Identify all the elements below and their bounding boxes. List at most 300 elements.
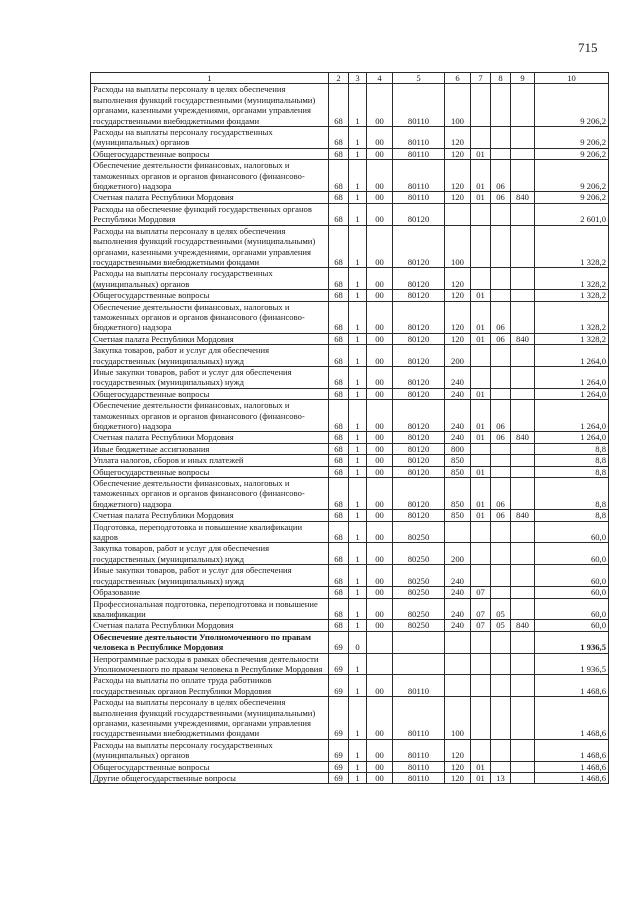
- cell-department: 840: [511, 192, 535, 203]
- cell-section: [471, 653, 491, 675]
- cell-section: 01: [471, 388, 491, 399]
- cell-expense-type: 120: [445, 739, 471, 761]
- cell-program: 1: [349, 388, 367, 399]
- cell-amount: 1 468,6: [535, 697, 609, 740]
- cell-subsection: [491, 268, 511, 290]
- cell-amount: 8,8: [535, 443, 609, 454]
- cell-expense-type: 100: [445, 84, 471, 127]
- cell-subsection: [491, 565, 511, 587]
- cell-section: [471, 366, 491, 388]
- cell-department: 840: [511, 620, 535, 631]
- cell-expense-type: 120: [445, 148, 471, 159]
- cell-expense-type: 200: [445, 543, 471, 565]
- table-row: [91, 366, 609, 388]
- cell-target: 80110: [393, 160, 445, 192]
- cell-program: 1: [349, 620, 367, 631]
- cell-section: 01: [471, 478, 491, 510]
- cell-amount: 8,8: [535, 466, 609, 477]
- cell-subsection: [491, 290, 511, 301]
- cell-amount: 60,0: [535, 521, 609, 543]
- cell-program: 1: [349, 192, 367, 203]
- cell-amount: 60,0: [535, 543, 609, 565]
- cell-expense-type: [445, 653, 471, 675]
- cell-target: 80250: [393, 565, 445, 587]
- row-name: Обеспечение деятельности Уполномоченного по правам человека в Республике Мордовия: [91, 631, 329, 653]
- cell-section: 01: [471, 192, 491, 203]
- row-name: Обеспечение деятельности финансовых, налоговых и таможенных органов и органов финансового (финансово-бюджетного) надзора: [91, 160, 329, 192]
- cell-amount: 1 468,6: [535, 761, 609, 772]
- cell-amount: 60,0: [535, 598, 609, 620]
- row-name: Расходы на выплаты персоналу в целях обеспечения выполнения функций государственными (муниципальными) органами, казенными учреждениями, органами управления государственными внебюджетными фондами: [91, 84, 329, 127]
- row-name: Общегосударственные вопросы: [91, 466, 329, 477]
- column-header: 3: [349, 73, 367, 84]
- cell-target: 80120: [393, 388, 445, 399]
- cell-department: [511, 675, 535, 697]
- cell-admin: 68: [329, 598, 349, 620]
- table-row: [91, 631, 609, 653]
- cell-subprogram: [367, 653, 393, 675]
- cell-subprogram: 00: [367, 290, 393, 301]
- table-row: [91, 160, 609, 192]
- cell-program: 1: [349, 345, 367, 367]
- cell-subsection: 05: [491, 598, 511, 620]
- cell-expense-type: 240: [445, 388, 471, 399]
- row-name: Обеспечение деятельности финансовых, налоговых и таможенных органов и органов финансового (финансово-бюджетного) надзора: [91, 478, 329, 510]
- cell-subsection: [491, 84, 511, 127]
- cell-admin: 68: [329, 345, 349, 367]
- cell-target: 80120: [393, 400, 445, 432]
- table-row: [91, 466, 609, 477]
- cell-amount: 1 468,6: [535, 773, 609, 784]
- cell-program: 1: [349, 675, 367, 697]
- cell-expense-type: 100: [445, 225, 471, 268]
- cell-subprogram: 00: [367, 400, 393, 432]
- cell-section: 01: [471, 510, 491, 521]
- cell-amount: 9 206,2: [535, 192, 609, 203]
- cell-department: [511, 388, 535, 399]
- cell-target: 80110: [393, 127, 445, 149]
- cell-target: 80110: [393, 84, 445, 127]
- cell-expense-type: 120: [445, 773, 471, 784]
- cell-subprogram: 00: [367, 455, 393, 466]
- cell-amount: 60,0: [535, 565, 609, 587]
- cell-department: [511, 478, 535, 510]
- cell-admin: 68: [329, 620, 349, 631]
- cell-target: 80120: [393, 366, 445, 388]
- cell-target: 80120: [393, 443, 445, 454]
- cell-department: [511, 443, 535, 454]
- table-row: [91, 773, 609, 784]
- cell-program: 1: [349, 478, 367, 510]
- cell-admin: 68: [329, 333, 349, 344]
- cell-section: 01: [471, 333, 491, 344]
- cell-amount: 9 206,2: [535, 84, 609, 127]
- cell-section: [471, 631, 491, 653]
- row-name: Иные бюджетные ассигнования: [91, 443, 329, 454]
- column-header: 4: [367, 73, 393, 84]
- table-row: [91, 84, 609, 127]
- table-row: [91, 225, 609, 268]
- cell-section: 07: [471, 598, 491, 620]
- cell-subprogram: 00: [367, 510, 393, 521]
- cell-subprogram: 00: [367, 466, 393, 477]
- cell-expense-type: 120: [445, 761, 471, 772]
- cell-department: [511, 466, 535, 477]
- cell-admin: 68: [329, 400, 349, 432]
- cell-admin: 68: [329, 388, 349, 399]
- cell-program: 1: [349, 225, 367, 268]
- cell-amount: 1 936,5: [535, 653, 609, 675]
- cell-target: 80110: [393, 697, 445, 740]
- cell-subprogram: 00: [367, 148, 393, 159]
- cell-program: 1: [349, 301, 367, 333]
- cell-target: 80120: [393, 225, 445, 268]
- row-name: Подготовка, переподготовка и повышение квалификации кадров: [91, 521, 329, 543]
- cell-admin: 68: [329, 543, 349, 565]
- cell-subsection: [491, 148, 511, 159]
- row-name: Общегосударственные вопросы: [91, 388, 329, 399]
- table-row: [91, 443, 609, 454]
- cell-department: [511, 366, 535, 388]
- cell-subsection: [491, 203, 511, 225]
- cell-expense-type: [445, 675, 471, 697]
- cell-admin: 69: [329, 631, 349, 653]
- cell-target: 80110: [393, 739, 445, 761]
- cell-expense-type: 240: [445, 598, 471, 620]
- cell-admin: 68: [329, 225, 349, 268]
- cell-target: [393, 653, 445, 675]
- row-name: Закупка товаров, работ и услуг для обеспечения государственных (муниципальных) нужд: [91, 345, 329, 367]
- cell-amount: 1 264,0: [535, 345, 609, 367]
- row-name: Обеспечение деятельности финансовых, налоговых и таможенных органов и органов финансового (финансово-бюджетного) надзора: [91, 301, 329, 333]
- table-row: [91, 521, 609, 543]
- cell-subprogram: [367, 631, 393, 653]
- cell-subprogram: 00: [367, 675, 393, 697]
- row-name: Уплата налогов, сборов и иных платежей: [91, 455, 329, 466]
- cell-target: 80110: [393, 148, 445, 159]
- cell-subsection: [491, 345, 511, 367]
- cell-admin: 68: [329, 466, 349, 477]
- cell-subsection: [491, 127, 511, 149]
- table-row: [91, 478, 609, 510]
- cell-target: 80110: [393, 761, 445, 772]
- cell-amount: 1 264,0: [535, 366, 609, 388]
- cell-subsection: [491, 631, 511, 653]
- cell-department: [511, 773, 535, 784]
- cell-section: [471, 543, 491, 565]
- cell-amount: 1 264,0: [535, 400, 609, 432]
- cell-subsection: [491, 739, 511, 761]
- cell-target: 80110: [393, 192, 445, 203]
- cell-amount: 1 328,2: [535, 301, 609, 333]
- cell-department: [511, 587, 535, 598]
- cell-program: 1: [349, 443, 367, 454]
- cell-expense-type: 240: [445, 432, 471, 443]
- cell-subsection: 06: [491, 478, 511, 510]
- cell-target: 80120: [393, 478, 445, 510]
- cell-subprogram: 00: [367, 432, 393, 443]
- cell-subsection: [491, 366, 511, 388]
- cell-section: [471, 203, 491, 225]
- column-header: 2: [329, 73, 349, 84]
- row-name: Расходы на выплаты по оплате труда работников государственных органов Республики Мордовия: [91, 675, 329, 697]
- cell-expense-type: 200: [445, 345, 471, 367]
- cell-amount: 9 206,2: [535, 160, 609, 192]
- cell-section: [471, 268, 491, 290]
- column-header: 7: [471, 73, 491, 84]
- cell-program: 1: [349, 268, 367, 290]
- cell-admin: 69: [329, 761, 349, 772]
- cell-section: [471, 675, 491, 697]
- row-name: Общегосударственные вопросы: [91, 148, 329, 159]
- cell-admin: 69: [329, 773, 349, 784]
- table-row: [91, 675, 609, 697]
- cell-amount: 2 601,0: [535, 203, 609, 225]
- cell-admin: 68: [329, 443, 349, 454]
- cell-subprogram: 00: [367, 543, 393, 565]
- table-row: [91, 301, 609, 333]
- cell-target: 80120: [393, 301, 445, 333]
- cell-target: 80120: [393, 203, 445, 225]
- table-row: [91, 290, 609, 301]
- row-name: Непрограммные расходы в рамках обеспечения деятельности Уполномоченного по правам человека в Республике Мордовия: [91, 653, 329, 675]
- table-row: [91, 739, 609, 761]
- cell-expense-type: 120: [445, 160, 471, 192]
- cell-target: 80250: [393, 620, 445, 631]
- cell-target: 80250: [393, 587, 445, 598]
- cell-admin: 68: [329, 127, 349, 149]
- cell-admin: 69: [329, 739, 349, 761]
- cell-section: 01: [471, 761, 491, 772]
- cell-program: 1: [349, 510, 367, 521]
- cell-admin: 68: [329, 160, 349, 192]
- cell-program: 1: [349, 400, 367, 432]
- cell-section: [471, 84, 491, 127]
- cell-department: [511, 521, 535, 543]
- cell-subprogram: 00: [367, 301, 393, 333]
- cell-expense-type: 120: [445, 268, 471, 290]
- table-row: [91, 345, 609, 367]
- table-row: [91, 455, 609, 466]
- row-name: Расходы на выплаты персоналу в целях обеспечения выполнения функций государственными (муниципальными) органами, казенными учреждениями, органами управления государственными внебюджетными фондами: [91, 225, 329, 268]
- cell-amount: 1 328,2: [535, 225, 609, 268]
- cell-program: 1: [349, 160, 367, 192]
- cell-subprogram: 00: [367, 366, 393, 388]
- cell-subsection: [491, 675, 511, 697]
- cell-program: 1: [349, 543, 367, 565]
- table-row: [91, 510, 609, 521]
- cell-admin: 68: [329, 432, 349, 443]
- cell-target: 80120: [393, 510, 445, 521]
- cell-expense-type: [445, 521, 471, 543]
- table-row: [91, 203, 609, 225]
- cell-section: 01: [471, 773, 491, 784]
- cell-department: [511, 225, 535, 268]
- cell-program: 1: [349, 84, 367, 127]
- cell-section: [471, 225, 491, 268]
- cell-expense-type: 120: [445, 301, 471, 333]
- cell-section: [471, 565, 491, 587]
- cell-expense-type: [445, 203, 471, 225]
- cell-department: [511, 565, 535, 587]
- cell-target: 80120: [393, 345, 445, 367]
- cell-amount: 1 264,0: [535, 388, 609, 399]
- cell-admin: 69: [329, 697, 349, 740]
- cell-subsection: 06: [491, 510, 511, 521]
- cell-subsection: [491, 388, 511, 399]
- cell-subprogram: 00: [367, 620, 393, 631]
- cell-department: [511, 400, 535, 432]
- cell-target: 80120: [393, 455, 445, 466]
- cell-admin: 68: [329, 203, 349, 225]
- cell-subsection: 06: [491, 432, 511, 443]
- cell-subprogram: 00: [367, 587, 393, 598]
- cell-subsection: [491, 587, 511, 598]
- cell-department: 840: [511, 333, 535, 344]
- row-name: Другие общегосударственные вопросы: [91, 773, 329, 784]
- cell-section: 07: [471, 587, 491, 598]
- cell-target: 80120: [393, 466, 445, 477]
- cell-subprogram: 00: [367, 521, 393, 543]
- cell-subprogram: 00: [367, 565, 393, 587]
- cell-amount: 60,0: [535, 620, 609, 631]
- row-name: Иные закупки товаров, работ и услуг для обеспечения государственных (муниципальных) нужд: [91, 565, 329, 587]
- cell-section: 01: [471, 432, 491, 443]
- row-name: Расходы на выплаты персоналу государственных (муниципальных) органов: [91, 739, 329, 761]
- cell-admin: 68: [329, 587, 349, 598]
- cell-subprogram: 00: [367, 598, 393, 620]
- cell-subprogram: 00: [367, 333, 393, 344]
- row-name: Закупка товаров, работ и услуг для обеспечения государственных (муниципальных) нужд: [91, 543, 329, 565]
- cell-program: 1: [349, 565, 367, 587]
- cell-admin: 68: [329, 192, 349, 203]
- cell-program: 1: [349, 773, 367, 784]
- column-header: 5: [393, 73, 445, 84]
- cell-department: [511, 598, 535, 620]
- header-row: [91, 73, 609, 84]
- cell-amount: 8,8: [535, 510, 609, 521]
- table-row: [91, 697, 609, 740]
- cell-admin: 68: [329, 148, 349, 159]
- cell-admin: 68: [329, 521, 349, 543]
- cell-admin: 68: [329, 290, 349, 301]
- cell-program: 1: [349, 148, 367, 159]
- cell-amount: 1 328,2: [535, 290, 609, 301]
- cell-subprogram: 00: [367, 697, 393, 740]
- cell-target: 80250: [393, 521, 445, 543]
- row-name: Счетная палата Республики Мордовия: [91, 432, 329, 443]
- column-header: 1: [91, 73, 329, 84]
- cell-target: [393, 631, 445, 653]
- table-row: [91, 192, 609, 203]
- cell-amount: 1 264,0: [535, 432, 609, 443]
- cell-admin: 69: [329, 653, 349, 675]
- cell-subsection: [491, 443, 511, 454]
- table-row: [91, 653, 609, 675]
- cell-section: [471, 455, 491, 466]
- table-row: [91, 148, 609, 159]
- cell-expense-type: 120: [445, 290, 471, 301]
- cell-department: [511, 148, 535, 159]
- cell-program: 1: [349, 697, 367, 740]
- cell-subprogram: 00: [367, 443, 393, 454]
- cell-admin: 69: [329, 675, 349, 697]
- page-number: 715: [578, 40, 598, 55]
- row-name: Счетная палата Республики Мордовия: [91, 192, 329, 203]
- cell-department: 840: [511, 510, 535, 521]
- cell-expense-type: 240: [445, 620, 471, 631]
- cell-subprogram: 00: [367, 761, 393, 772]
- table-row: [91, 388, 609, 399]
- column-header: 8: [491, 73, 511, 84]
- cell-amount: 1 468,6: [535, 739, 609, 761]
- cell-target: 80120: [393, 290, 445, 301]
- cell-subprogram: 00: [367, 773, 393, 784]
- cell-program: 1: [349, 761, 367, 772]
- table-row: [91, 432, 609, 443]
- cell-admin: 68: [329, 366, 349, 388]
- cell-subsection: [491, 697, 511, 740]
- cell-subsection: [491, 466, 511, 477]
- cell-program: 1: [349, 333, 367, 344]
- cell-section: [471, 697, 491, 740]
- row-name: Счетная палата Республики Мордовия: [91, 333, 329, 344]
- cell-department: [511, 127, 535, 149]
- cell-section: 01: [471, 290, 491, 301]
- column-header: 9: [511, 73, 535, 84]
- cell-program: 1: [349, 366, 367, 388]
- table-row: [91, 565, 609, 587]
- cell-target: 80110: [393, 773, 445, 784]
- cell-expense-type: 240: [445, 587, 471, 598]
- cell-expense-type: 120: [445, 192, 471, 203]
- cell-expense-type: 120: [445, 127, 471, 149]
- cell-section: [471, 443, 491, 454]
- cell-program: 1: [349, 587, 367, 598]
- row-name: Общегосударственные вопросы: [91, 761, 329, 772]
- cell-target: 80110: [393, 675, 445, 697]
- row-name: Иные закупки товаров, работ и услуг для обеспечения государственных (муниципальных) нужд: [91, 366, 329, 388]
- cell-department: [511, 739, 535, 761]
- cell-department: [511, 160, 535, 192]
- cell-department: [511, 543, 535, 565]
- table-row: [91, 761, 609, 772]
- cell-expense-type: 850: [445, 466, 471, 477]
- cell-section: [471, 345, 491, 367]
- row-name: Обеспечение деятельности финансовых, налоговых и таможенных органов и органов финансового (финансово-бюджетного) надзора: [91, 400, 329, 432]
- column-header: 6: [445, 73, 471, 84]
- cell-program: 1: [349, 290, 367, 301]
- cell-section: 01: [471, 400, 491, 432]
- cell-subsection: [491, 653, 511, 675]
- cell-subprogram: 00: [367, 478, 393, 510]
- cell-subsection: 13: [491, 773, 511, 784]
- cell-subprogram: 00: [367, 388, 393, 399]
- cell-section: 01: [471, 148, 491, 159]
- cell-admin: 68: [329, 455, 349, 466]
- cell-subsection: [491, 521, 511, 543]
- cell-expense-type: [445, 631, 471, 653]
- table-row: [91, 587, 609, 598]
- cell-department: [511, 268, 535, 290]
- cell-expense-type: 240: [445, 565, 471, 587]
- cell-admin: 68: [329, 478, 349, 510]
- row-name: Расходы на выплаты персоналу государственных (муниципальных) органов: [91, 268, 329, 290]
- cell-amount: 1 328,2: [535, 268, 609, 290]
- cell-amount: 9 206,2: [535, 148, 609, 159]
- cell-subsection: 06: [491, 400, 511, 432]
- cell-target: 80120: [393, 432, 445, 443]
